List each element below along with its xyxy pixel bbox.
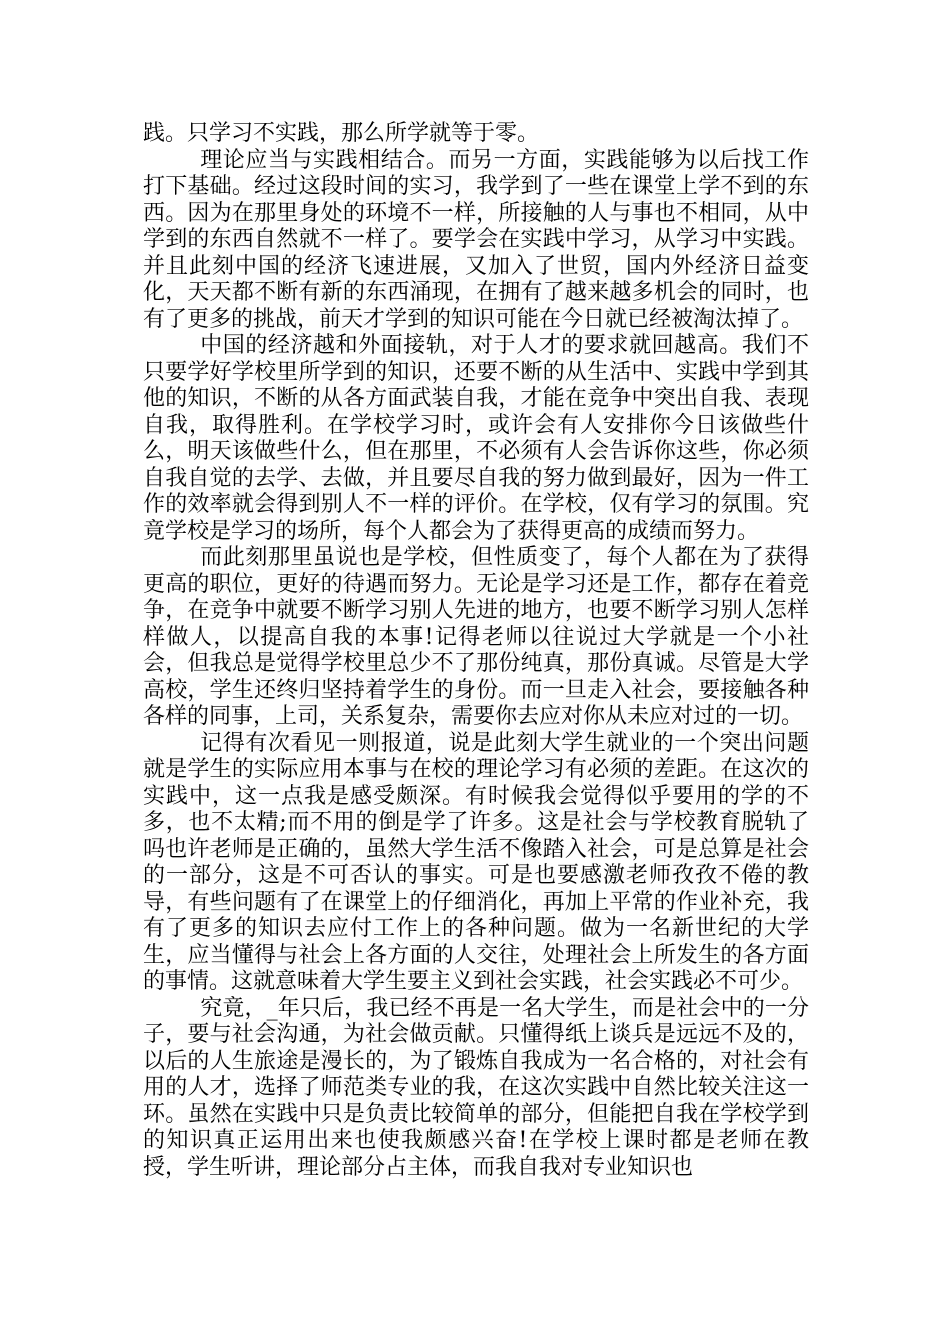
paragraph: 记得有次看见一则报道，说是此刻大学生就业的一个突出问题就是学生的实际应用本事与在校的理论学习有必须的差距。在这次的实践中，这一点我是感受颇深。有时候我会觉得似乎要用的学的不多，也不太精;而不用的倒是学了许多。这是社会与学校教育脱轨了吗也许老师是正确的，虽然大学生活不像踏入社会，可是总算是社会的一部分，这是不可否认的事实。可是也要感激老师孜孜不倦的教导，有些问题有了在课堂上的仔细消化，再加上平常的作业补充，我有了更多的知识去应付工作上的各种问题。做为一名新世纪的大学生，应当懂得与社会上各方面的人交往，处理社会上所发生的各方面的事情。这就意味着大学生要主义到社会实践，社会实践必不可少。 [143, 730, 809, 994]
paragraph-continuation: 践。只学习不实践，那么所学就等于零。 [143, 121, 540, 146]
paragraph: 理论应当与实践相结合。而另一方面，实践能够为以后找工作打下基础。经过这段时间的实习，我学到了一些在课堂上学不到的东西。因为在那里身处的环境不一样，所接触的人与事也不相同，从中学到的东西自然就不一样了。要学会在实践中学习，从学习中实践。并且此刻中国的经济飞速进展，又加入了世贸，国内外经济日益变化，天天都不断有新的东西涌现，在拥有了越来越多机会的同时，也有了更多的挑战，前天才学到的知识可能在今日就已经被淘汰掉了。 [143, 147, 809, 332]
paragraph: 而此刻那里虽说也是学校，但性质变了，每个人都在为了获得更高的职位，更好的待遇而努力。无论是学习还是工作，都存在着竞争，在竞争中就要不断学习别人先进的地方，也要不断学习别人怎样样做人，以提高自我的本事!记得老师以往说过大学就是一个小社会，但我总是觉得学校里总少不了那份纯真，那份真诚。尽管是大学高校，学生还终归坚持着学生的身份。而一旦走入社会，要接触各种各样的同事，上司，关系复杂，需要你去应对你从未应对过的一切。 [143, 545, 809, 729]
paragraph: 究竟，_年只后，我已经不再是一名大学生，而是社会中的一分子，要与社会沟通，为社会做贡献。只懂得纸上谈兵是远远不及的，以后的人生旅途是漫长的，为了锻炼自我成为一名合格的，对社会有用的人才，选择了师范类专业的我，在这次实践中自然比较关注这一环。虽然在实践中只是负责比较简单的部分，但能把自我在学校学到的知识真正运用出来也使我颇感兴奋!在学校上课时都是老师在教授，学生听讲，理论部分占主体，而我自我对专业知识也 [143, 995, 809, 1180]
body-text [143, 121, 809, 1181]
paragraph: 中国的经济越和外面接轨，对于人才的要求就回越高。我们不只要学好学校里所学到的知识，还要不断的从生活中、实践中学到其他的知识，不断的从各方面武装自我，才能在竞争中突出自我、表现自我，取得胜利。在学校学习时，或许会有人安排你今日该做些什么，明天该做些什么，但在那里，不必须有人会告诉你这些，你必须自我自觉的去学、去做，并且要尽自我的努力做到最好，因为一件工作的效率就会得到别人不一样的评价。在学校，仅有学习的氛围。究竟学校是学习的场所，每个人都会为了获得更高的成绩而努力。 [143, 333, 809, 544]
